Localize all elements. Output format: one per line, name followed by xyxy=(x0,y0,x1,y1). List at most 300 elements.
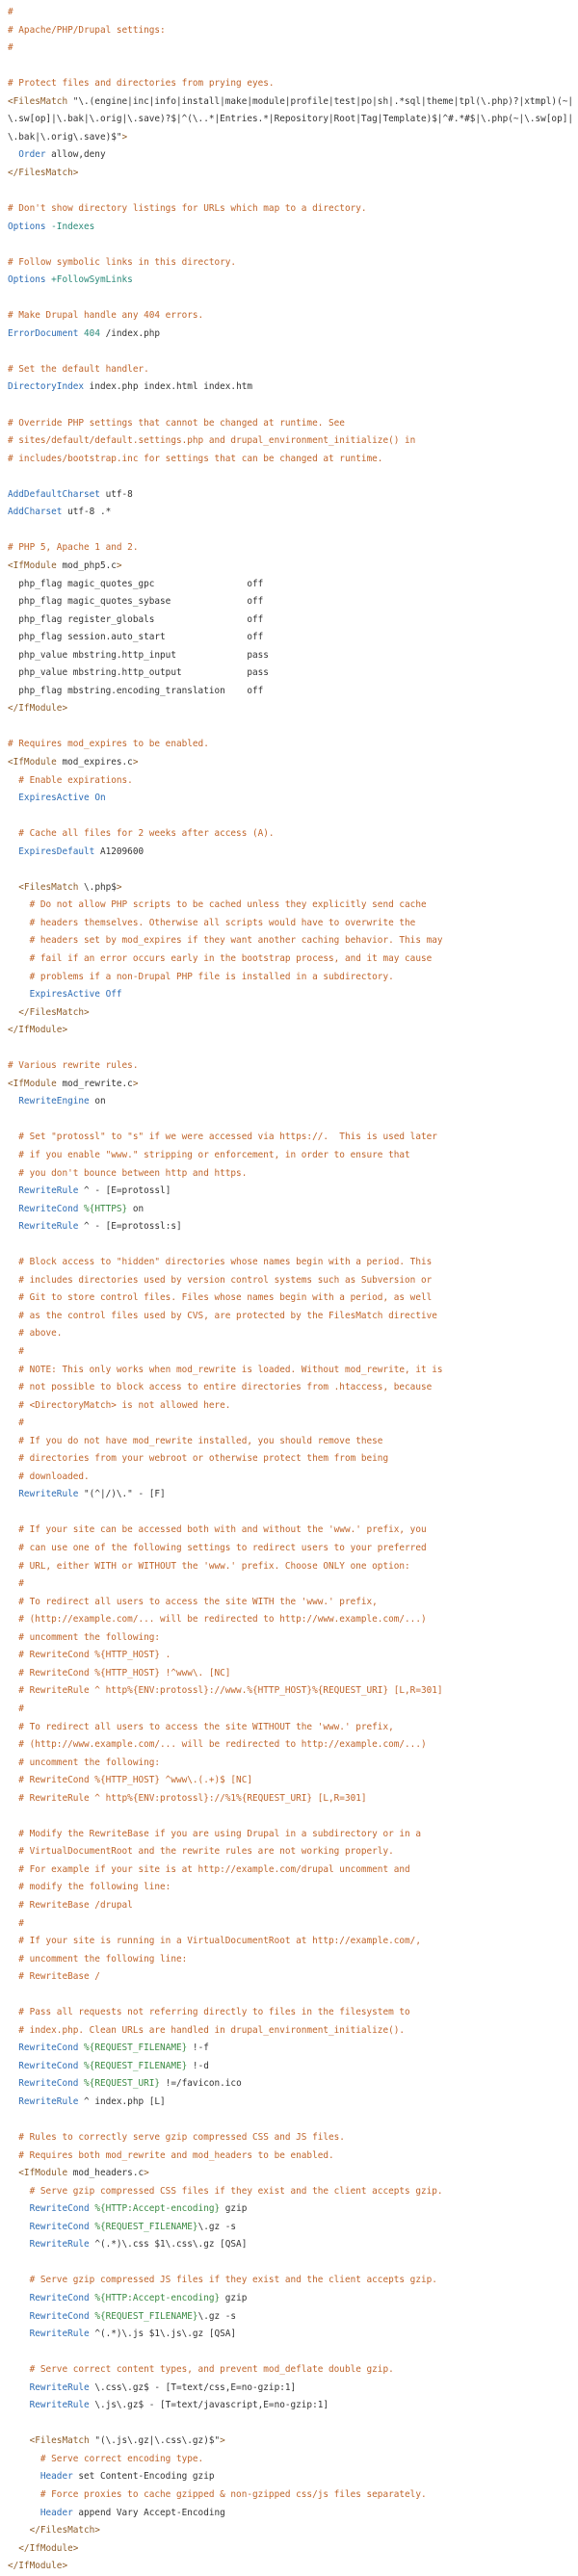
code-token: # NOTE: This only works when mod_rewrite is loaded. Without mod_rewrite, it is xyxy=(8,1364,443,1375)
code-line xyxy=(8,2486,574,2505)
code-line xyxy=(8,146,574,165)
code-token: !=/favicon.ico xyxy=(160,2078,242,2090)
code-line xyxy=(8,1755,574,1773)
code-line xyxy=(8,2112,574,2130)
code-line xyxy=(8,647,574,665)
code-token: # xyxy=(8,1346,24,1358)
code-token: index.php index.html index.htm xyxy=(89,381,252,393)
code-token: RewriteRule xyxy=(8,1489,85,1500)
code-line xyxy=(8,1397,574,1416)
code-token: # Set "protossl" to "s" if we were accessed via https://. This is used later xyxy=(8,1132,437,1143)
code-token: !-f xyxy=(187,2043,209,2054)
code-line xyxy=(8,808,574,826)
code-token: # Force proxies to cache gzipped & non-gzipped css/js files separately. xyxy=(8,2489,427,2501)
code-line xyxy=(8,486,574,505)
code-token: +FollowSymLinks xyxy=(51,274,133,286)
code-token: ExpiresActive xyxy=(8,989,106,1001)
code-line xyxy=(8,254,574,273)
code-token: # Requires both mod_rewrite and mod_headers to be enabled. xyxy=(8,2149,334,2161)
code-token: </IfModule> xyxy=(8,1025,68,1036)
code-line xyxy=(8,593,574,611)
code-token: # uncomment the following: xyxy=(8,1631,161,1643)
code-line xyxy=(8,1486,574,1504)
code-token: # modify the following line: xyxy=(8,1882,171,1893)
code-token: "(\.js\.gz|\.css\.gz)$" xyxy=(94,2435,221,2447)
code-line xyxy=(8,1201,574,1219)
code-token: Options xyxy=(8,221,52,232)
code-line xyxy=(8,700,574,718)
code-line xyxy=(8,969,574,987)
code-line xyxy=(8,1915,574,1934)
code-token: ErrorDocument xyxy=(8,327,85,339)
code-line xyxy=(8,290,574,308)
code-token: # headers set by mod_expires if they want another caching behavior. This may xyxy=(8,935,443,947)
code-token: # Make Drupal handle any 404 errors. xyxy=(8,310,204,322)
code-token: on xyxy=(94,1096,106,1107)
code-token: # RewriteBase /drupal xyxy=(8,1899,133,1911)
code-line xyxy=(8,1987,574,2005)
code-token: # directories from your webroot or otherwise protect them from being xyxy=(8,1453,389,1465)
code-line xyxy=(8,378,574,397)
code-token: gzip xyxy=(220,2203,248,2215)
code-token: # Block access to "hidden" directories whose names begin with a period. This xyxy=(8,1257,433,1268)
code-line xyxy=(8,1575,574,1594)
code-token: # RewriteCond %{HTTP_HOST} !^www\. [NC] xyxy=(8,1667,231,1678)
code-line xyxy=(8,1289,574,1308)
code-line xyxy=(8,1504,574,1522)
code-line xyxy=(8,272,574,290)
code-token: 404 xyxy=(84,327,100,339)
code-token: # you don't bounce between http and https. xyxy=(8,1167,248,1179)
code-token: # Modify the RewriteBase if you are using Drupal in a subdirectory or in a xyxy=(8,1828,421,1839)
code-line xyxy=(8,1736,574,1755)
code-token: php_flag register_globals off xyxy=(8,613,264,625)
code-token: # For example if your site is at http://example.com/drupal uncomment and xyxy=(8,1863,410,1875)
code-line xyxy=(8,2308,574,2327)
code-line xyxy=(8,1522,574,1540)
code-line xyxy=(8,1433,574,1451)
code-token: # Enable expirations. xyxy=(8,774,133,786)
code-line xyxy=(8,468,574,486)
code-line xyxy=(8,1254,574,1272)
code-token: %{HTTP:Accept-encoding} xyxy=(94,2203,221,2215)
code-line xyxy=(8,611,574,630)
code-token: mod_rewrite.c xyxy=(62,1078,133,1089)
code-line xyxy=(8,1022,574,1040)
code-token: # (http://example.com/... will be redirected to http://www.example.com/...) xyxy=(8,1614,427,1626)
code-line xyxy=(8,2415,574,2433)
code-token: # not possible to block access to entire directories from .htaccess, because xyxy=(8,1382,433,1393)
code-token: # index.php. Clean URLs are handled in drupal_environment_initialize(). xyxy=(8,2024,406,2036)
code-line xyxy=(8,2558,574,2576)
code-line xyxy=(8,2254,574,2273)
code-token: </FilesMatch> xyxy=(8,2525,100,2537)
code-line xyxy=(8,1968,574,1987)
code-token: # RewriteBase / xyxy=(8,1971,100,1983)
code-line xyxy=(8,1594,574,1612)
code-line xyxy=(8,1076,574,1094)
code-token: %{REQUEST_FILENAME} xyxy=(84,2060,188,2071)
code-token: # To redirect all users to access the site WITHOUT the 'www.' prefix, xyxy=(8,1721,394,1732)
code-token: # Serve gzip compressed CSS files if they exist and the client accepts gzip. xyxy=(8,2185,443,2197)
code-line xyxy=(8,950,574,969)
code-line xyxy=(8,361,574,379)
code-token: </IfModule> xyxy=(8,703,68,715)
code-line xyxy=(8,1629,574,1648)
code-line xyxy=(8,539,574,558)
code-line xyxy=(8,2505,574,2523)
code-line xyxy=(8,844,574,862)
code-line xyxy=(8,1218,574,1236)
code-token: RewriteCond xyxy=(8,2043,85,2054)
code-line xyxy=(8,683,574,701)
code-token: DirectoryIndex xyxy=(8,381,90,393)
code-token: <FilesMatch xyxy=(8,2435,95,2447)
code-line xyxy=(8,932,574,950)
code-token: RewriteEngine xyxy=(8,1096,95,1107)
code-token: # Do not allow PHP scripts to be cached unless they explicitly send cache xyxy=(8,899,427,911)
code-line xyxy=(8,182,574,200)
code-token: <IfModule xyxy=(8,2168,73,2179)
code-token: # headers themselves. Otherwise all scripts would have to overwrite the xyxy=(8,917,416,928)
code-token: php_value mbstring.http_output pass xyxy=(8,667,269,679)
code-token: %{REQUEST_FILENAME} xyxy=(94,2221,198,2232)
code-line xyxy=(8,558,574,576)
code-token: RewriteRule xyxy=(8,2329,95,2340)
code-token: A1209600 xyxy=(99,846,144,857)
code-token: # Set the default handler. xyxy=(8,363,149,375)
code-token: ^ - [E=protossl] xyxy=(84,1185,171,1197)
code-line xyxy=(8,1843,574,1861)
code-token: > xyxy=(144,2168,149,2179)
code-token: # Rules to correctly serve gzip compressed CSS and JS files. xyxy=(8,2132,345,2144)
code-token: # To redirect all users to access the site WITH the 'www.' prefix, xyxy=(8,1596,378,1607)
code-token: -Indexes xyxy=(51,221,95,232)
code-token: mod_headers.c xyxy=(72,2168,144,2179)
code-token: set Content-Encoding gzip xyxy=(78,2471,215,2483)
code-line xyxy=(8,58,574,76)
code-line xyxy=(8,236,574,254)
code-token: # RewriteCond %{HTTP_HOST} ^www\.(.+)$ [NC] xyxy=(8,1775,252,1786)
code-token: # Various rewrite rules. xyxy=(8,1060,139,1072)
code-token: # PHP 5, Apache 1 and 2. xyxy=(8,542,139,554)
code-token: mod_php5.c xyxy=(62,559,117,571)
code-token: # includes/bootstrap.inc for settings that can be changed at runtime. xyxy=(8,453,383,464)
code-token: # RewriteRule ^ http%{ENV:protossl}://%1%{REQUEST_URI} [L,R=301] xyxy=(8,1792,367,1804)
code-token: RewriteRule xyxy=(8,1221,85,1233)
code-token: # xyxy=(8,1418,24,1429)
code-token: \.gz -s xyxy=(197,2310,237,2322)
code-line xyxy=(8,432,574,451)
code-token: ^ index.php [L] xyxy=(84,2095,166,2107)
code-token: # can use one of the following settings to redirect users to your preferred xyxy=(8,1543,427,1554)
code-token: > xyxy=(132,1078,139,1089)
code-token: \.css\.gz$ - [T=text/css,E=no-gzip:1] xyxy=(94,2381,297,2393)
code-line xyxy=(8,2451,574,2469)
code-line xyxy=(8,1897,574,1915)
code-token: AddDefaultCharset xyxy=(8,488,106,500)
code-line xyxy=(8,1004,574,1023)
code-token: # xyxy=(8,1703,24,1714)
code-token: utf-8 xyxy=(105,488,133,500)
code-token: %{HTTP:Accept-encoding} xyxy=(94,2293,221,2303)
code-line xyxy=(8,1236,574,1255)
code-line xyxy=(8,1826,574,1844)
code-token: RewriteCond xyxy=(8,2310,95,2322)
code-token: # Git to store control files. Files whose names begin with a period, as well xyxy=(8,1292,433,1304)
code-token: RewriteCond xyxy=(8,2060,85,2071)
code-line xyxy=(8,2004,574,2022)
code-line xyxy=(8,2040,574,2058)
code-line xyxy=(8,1790,574,1808)
code-line xyxy=(8,879,574,898)
code-token: RewriteRule xyxy=(8,2095,85,2107)
code-token: AddCharset xyxy=(8,507,68,518)
code-line xyxy=(8,343,574,361)
code-line xyxy=(8,2219,574,2237)
code-token: <FilesMatch xyxy=(8,881,85,893)
code-line xyxy=(8,736,574,754)
code-token: RewriteRule xyxy=(8,2239,95,2251)
code-token: php_flag magic_quotes_gpc off xyxy=(8,578,264,589)
code-line xyxy=(8,2022,574,2041)
code-line xyxy=(8,1808,574,1826)
code-line xyxy=(8,1450,574,1469)
code-line xyxy=(8,2433,574,2451)
code-line xyxy=(8,415,574,433)
code-token: # Don't show directory listings for URLs which map to a directory. xyxy=(8,203,367,215)
code-token: > xyxy=(116,559,122,571)
code-token: # RewriteCond %{HTTP_HOST} . xyxy=(8,1650,171,1661)
code-token: On xyxy=(94,793,106,804)
code-token: # xyxy=(8,7,19,17)
code-line xyxy=(8,2236,574,2254)
code-token: <IfModule xyxy=(8,559,63,571)
code-line xyxy=(8,2326,574,2344)
code-token: ^(.*)\.js $1\.js\.gz [QSA] xyxy=(94,2329,237,2340)
code-line xyxy=(8,504,574,522)
code-line xyxy=(8,576,574,594)
code-line xyxy=(8,2075,574,2094)
code-line xyxy=(8,39,574,58)
code-line xyxy=(8,772,574,791)
code-line xyxy=(8,93,574,147)
code-line xyxy=(8,1701,574,1719)
code-line xyxy=(8,1343,574,1362)
code-token: # (http://www.example.com/... will be redirected to http://example.com/...) xyxy=(8,1739,427,1751)
code-line xyxy=(8,2129,574,2147)
code-line xyxy=(8,1129,574,1147)
code-token: # Pass all requests not referring directly to files in the filesystem to xyxy=(8,2007,410,2018)
code-line xyxy=(8,1165,574,1184)
code-token: </FilesMatch> xyxy=(8,167,79,178)
code-line xyxy=(8,2540,574,2559)
code-line xyxy=(8,1308,574,1326)
code-token: # uncomment the following: xyxy=(8,1756,161,1768)
code-line xyxy=(8,1040,574,1058)
code-line xyxy=(8,2272,574,2290)
code-line xyxy=(8,2165,574,2183)
code-line xyxy=(8,861,574,879)
code-token: # Follow symbolic links in this directory. xyxy=(8,256,237,268)
code-line xyxy=(8,2094,574,2112)
code-token: # xyxy=(8,1578,24,1590)
code-token: php_flag mbstring.encoding_translation off xyxy=(8,685,264,696)
code-token: php_value mbstring.http_input pass xyxy=(8,649,269,661)
code-line xyxy=(8,1558,574,1576)
code-token: # fail if an error occurs early in the bootstrap process, and it may cause xyxy=(8,952,433,964)
code-token: Header xyxy=(8,2471,79,2483)
code-token: ^(.*)\.css $1\.css\.gz [QSA] xyxy=(94,2239,248,2251)
code-token: <IfModule xyxy=(8,1078,63,1089)
code-token: # above. xyxy=(8,1328,63,1340)
code-token: php_flag session.auto_start off xyxy=(8,632,264,643)
code-token: # If your site is running in a VirtualDocumentRoot at http://example.com/, xyxy=(8,1936,421,1947)
code-line xyxy=(8,2522,574,2540)
code-line xyxy=(8,4,574,22)
code-line xyxy=(8,2380,574,2398)
code-line xyxy=(8,75,574,93)
code-line xyxy=(8,1861,574,1880)
code-line xyxy=(8,307,574,325)
code-line xyxy=(8,1469,574,1487)
code-line xyxy=(8,718,574,737)
code-token: </IfModule> xyxy=(8,2561,68,2572)
code-token: # xyxy=(8,1917,24,1929)
code-line xyxy=(8,1647,574,1665)
code-token: Header xyxy=(8,2507,79,2518)
code-token: # Serve correct content types, and prevent mod_deflate double gzip. xyxy=(8,2364,394,2376)
code-token: on xyxy=(127,1203,144,1214)
code-line xyxy=(8,2361,574,2380)
code-token: # Requires mod_expires to be enabled. xyxy=(8,739,209,750)
code-token: \.js\.gz$ - [T=text/javascript,E=no-gzip:1] xyxy=(94,2400,329,2411)
code-token: # includes directories used by version control systems such as Subversion or xyxy=(8,1274,433,1286)
code-line xyxy=(8,1362,574,1380)
code-token: !-d xyxy=(187,2060,209,2071)
code-token: RewriteRule xyxy=(8,1185,85,1197)
code-token: php_flag magic_quotes_sybase off xyxy=(8,596,264,608)
code-line xyxy=(8,522,574,540)
code-line xyxy=(8,1933,574,1951)
code-token: %{REQUEST_URI} xyxy=(84,2078,161,2090)
code-token: # as the control files used by CVS, are protected by the FilesMatch directive xyxy=(8,1310,437,1321)
code-token: /index.php xyxy=(99,327,161,339)
code-line xyxy=(8,1057,574,1076)
code-line xyxy=(8,2468,574,2486)
code-line xyxy=(8,1611,574,1629)
code-token: # Serve correct encoding type. xyxy=(8,2453,204,2464)
code-line xyxy=(8,1665,574,1683)
code-line xyxy=(8,2344,574,2362)
code-line xyxy=(8,1772,574,1790)
code-token: %{REQUEST_FILENAME} xyxy=(84,2043,188,2054)
code-token: # Apache/PHP/Drupal settings: xyxy=(8,24,166,36)
code-token: # downloaded. xyxy=(8,1470,90,1482)
code-token: append Vary Accept-Encoding xyxy=(78,2507,225,2518)
code-token: %{REQUEST_FILENAME} xyxy=(94,2310,198,2322)
code-line xyxy=(8,1415,574,1433)
code-token: RewriteCond xyxy=(8,1203,85,1214)
code-line xyxy=(8,200,574,219)
code-line xyxy=(8,1111,574,1130)
code-token: "(^|/)\." - [F] xyxy=(84,1489,166,1500)
code-token: <IfModule xyxy=(8,756,63,768)
code-token: </FilesMatch> xyxy=(8,1006,90,1018)
code-line xyxy=(8,1093,574,1111)
code-line xyxy=(8,2147,574,2166)
code-token: RewriteCond xyxy=(8,2293,95,2303)
code-token: # Serve gzip compressed JS files if they exist and the client accepts gzip. xyxy=(8,2275,437,2286)
code-token: RewriteCond xyxy=(8,2203,95,2215)
code-token: # xyxy=(8,42,13,54)
code-line xyxy=(8,664,574,683)
code-line xyxy=(8,165,574,183)
code-token: # uncomment the following line: xyxy=(8,1953,188,1965)
code-line xyxy=(8,790,574,808)
code-token: # VirtualDocumentRoot and the rewrite rules are not working properly. xyxy=(8,1846,394,1858)
code-token: Options xyxy=(8,274,52,286)
code-token: \.gz -s xyxy=(197,2221,237,2232)
code-token: \.php$ xyxy=(84,881,117,893)
code-token: RewriteCond xyxy=(8,2221,95,2232)
code-token: # <DirectoryMatch> is not allowed here. xyxy=(8,1399,231,1411)
code-token: # If your site can be accessed both with and without the 'www.' prefix, you xyxy=(8,1524,427,1536)
code-line xyxy=(8,397,574,415)
code-line xyxy=(8,915,574,933)
code-line xyxy=(8,1147,574,1165)
code-line xyxy=(8,1879,574,1897)
code-line xyxy=(8,986,574,1004)
code-token: # problems if a non-Drupal PHP file is installed in a subdirectory. xyxy=(8,971,394,982)
code-token: # Override PHP settings that cannot be changed at runtime. See xyxy=(8,417,345,429)
code-line xyxy=(8,1540,574,1558)
code-line xyxy=(8,1272,574,1290)
code-token: # Cache all files for 2 weeks after access (A). xyxy=(8,828,275,840)
code-line xyxy=(8,325,574,344)
code-token: > xyxy=(132,756,139,768)
code-line xyxy=(8,2200,574,2219)
code-line xyxy=(8,2397,574,2415)
code-line xyxy=(8,629,574,647)
code-token: RewriteRule xyxy=(8,2381,95,2393)
code-line xyxy=(8,22,574,40)
code-token: # sites/default/default.settings.php and drupal_environment_initialize() in xyxy=(8,435,416,447)
code-token: > xyxy=(121,131,128,143)
code-token: > xyxy=(116,881,122,893)
code-token: ExpiresActive xyxy=(8,793,95,804)
code-line xyxy=(8,1183,574,1201)
code-token: Off xyxy=(105,989,122,1001)
code-token: # if you enable "www." stripping or enforcement, in order to ensure that xyxy=(8,1150,410,1160)
code-token: mod_expires.c xyxy=(62,756,133,768)
code-line xyxy=(8,219,574,237)
code-line xyxy=(8,825,574,844)
code-line xyxy=(8,2290,574,2308)
code-token: %{HTTPS} xyxy=(84,1203,128,1214)
code-token: utf-8 .* xyxy=(67,507,112,518)
code-token: # If you do not have mod_rewrite installed, you should remove these xyxy=(8,1435,383,1446)
code-token: # URL, either WITH or WITHOUT the 'www.' prefix. Choose ONLY one option: xyxy=(8,1560,410,1572)
code-token: "\.(engine|inc|info|install|make|module|profile|test|po|sh|.*sql|theme|tpl(\.php)?|xtmpl)(~|\.sw[op]|\.bak|\.orig|\.save)?$|^(\..*|Entries.*|Repository|Root|Tag|Template)$|^#.*#$|\.php(~|\.sw[op]|\.bak|\.orig\.save)$" xyxy=(8,95,574,143)
code-line xyxy=(8,2058,574,2076)
code-token: gzip xyxy=(220,2293,248,2303)
code-line xyxy=(8,1325,574,1343)
code-line xyxy=(8,897,574,915)
code-token: ExpiresDefault xyxy=(8,846,100,857)
code-line xyxy=(8,1719,574,1737)
code-token: </IfModule> xyxy=(8,2542,79,2554)
